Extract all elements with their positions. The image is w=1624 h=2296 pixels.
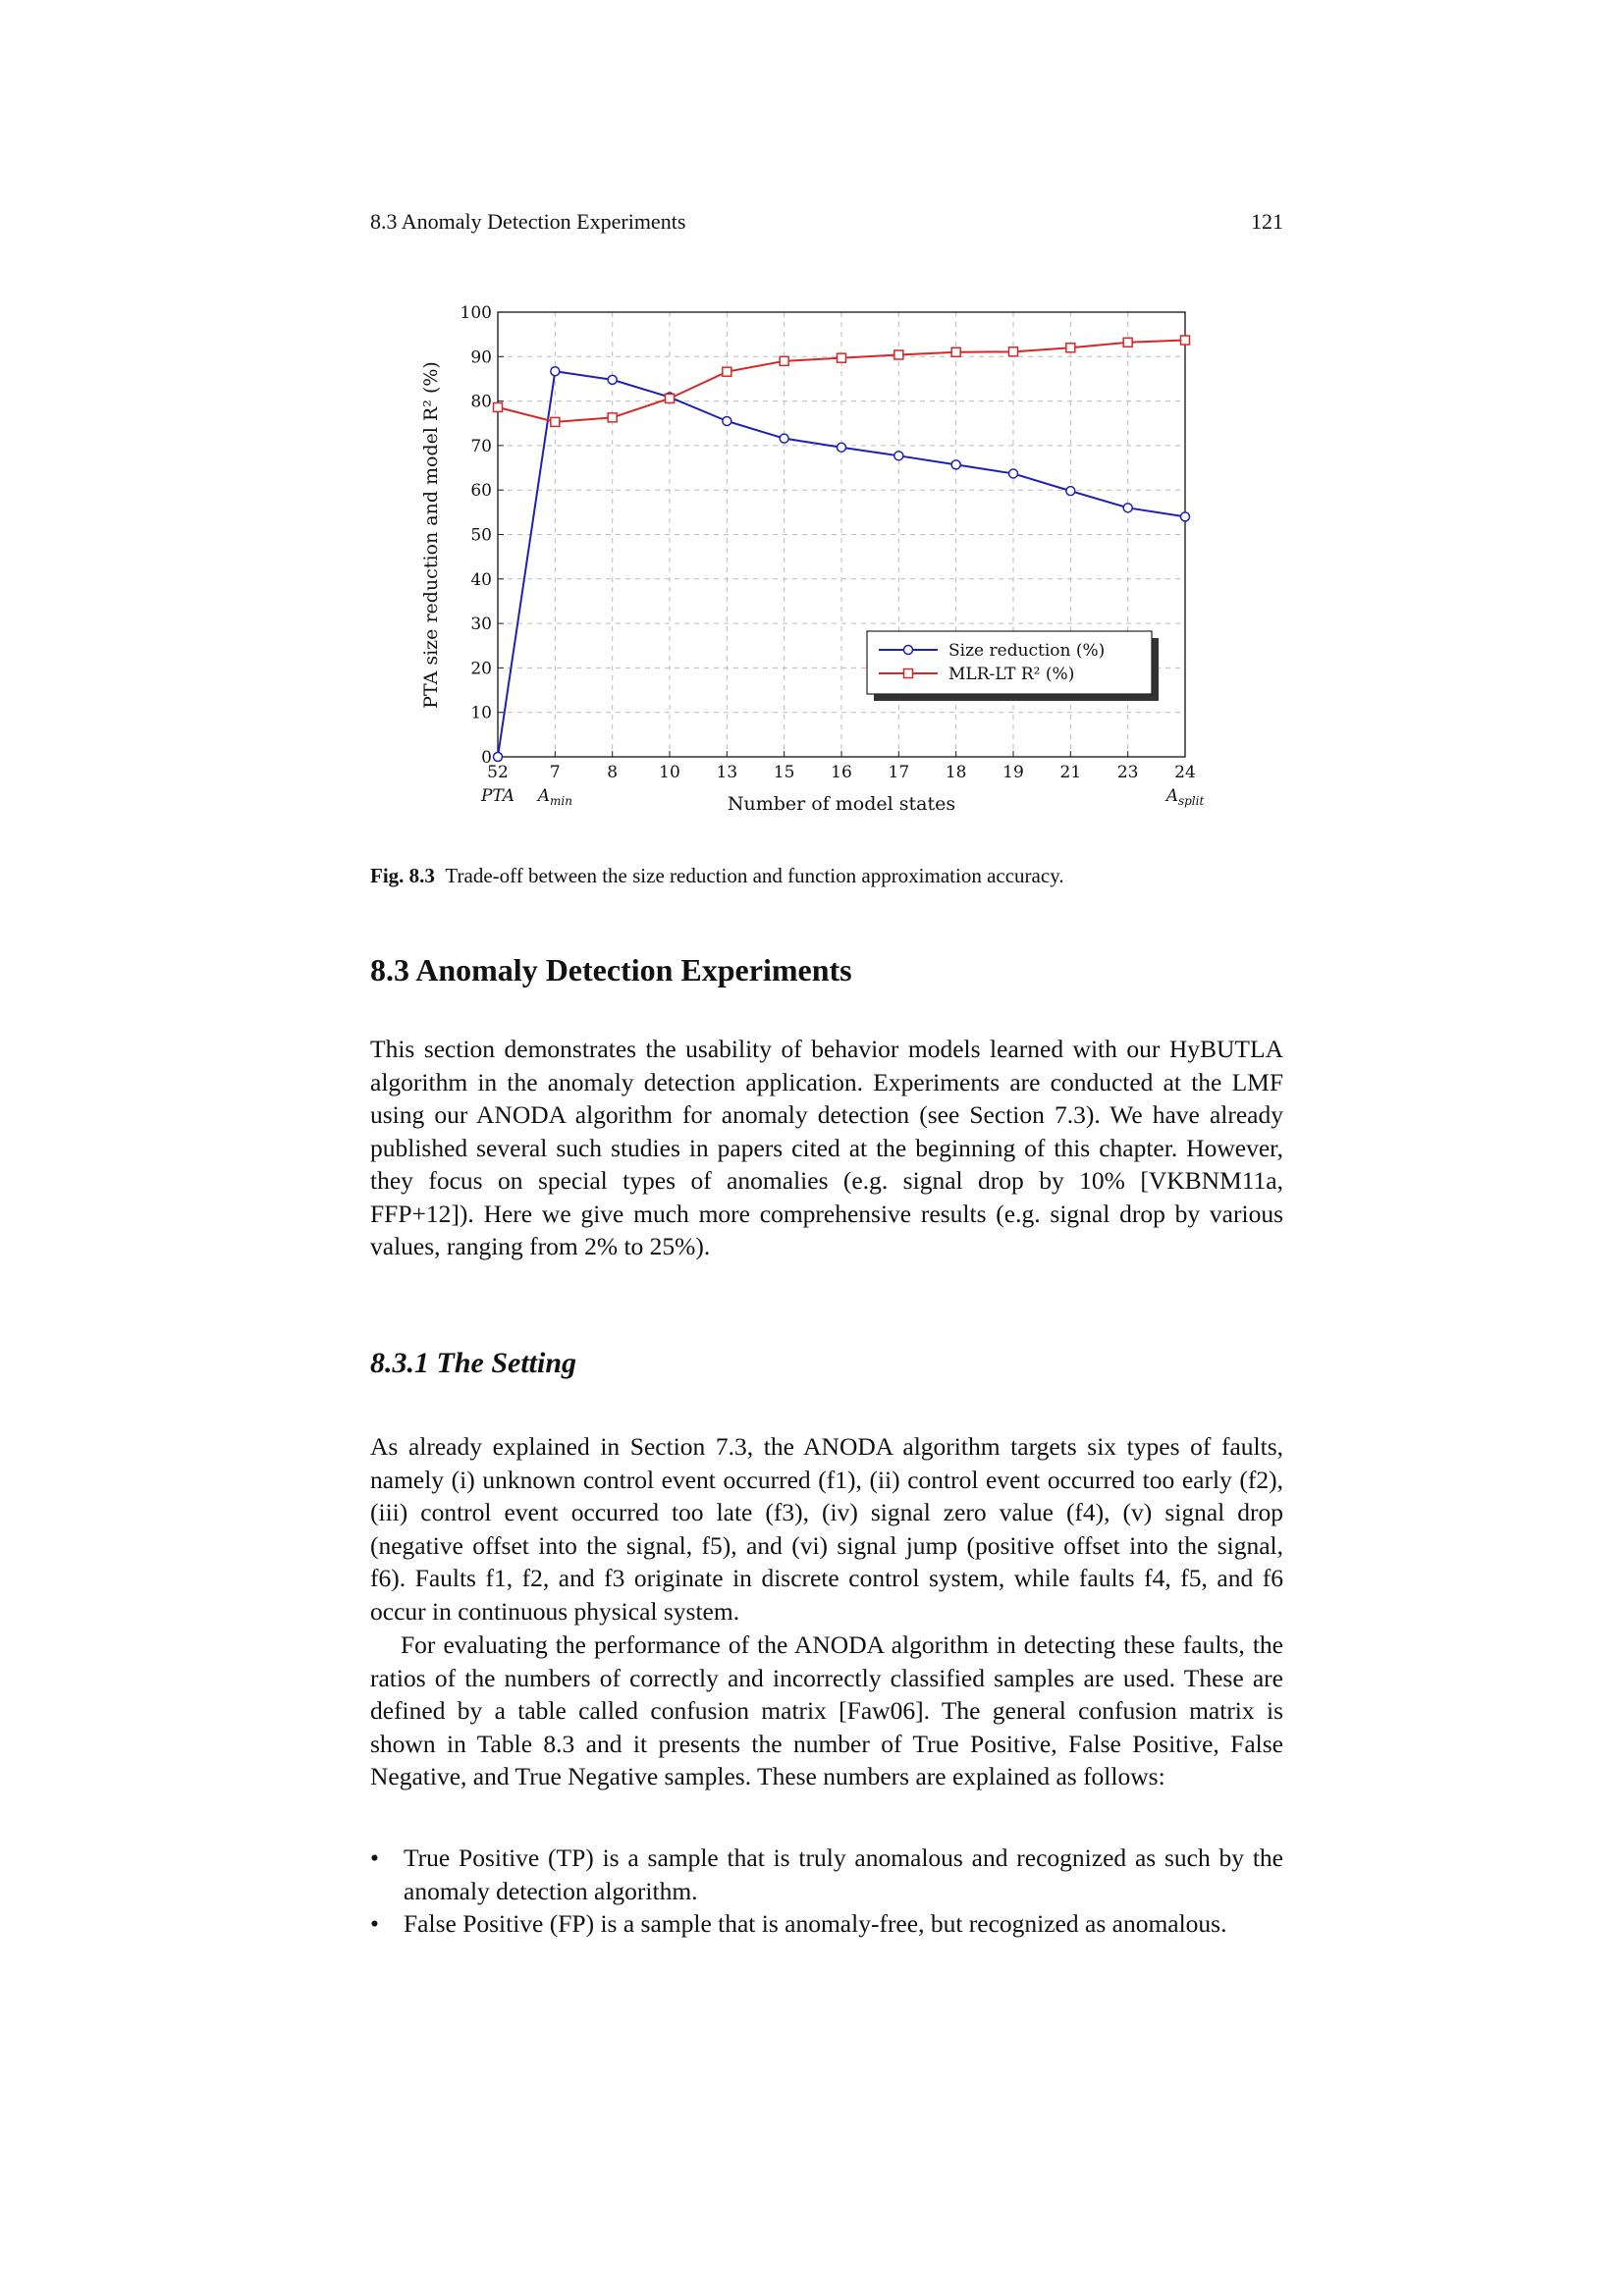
y-tick-label: 100 — [460, 303, 492, 323]
data-point — [894, 452, 903, 460]
data-point — [838, 443, 846, 452]
data-point — [494, 402, 503, 411]
page-number: 121 — [1251, 209, 1283, 234]
y-tick-label: 40 — [470, 569, 492, 590]
data-point — [780, 434, 788, 443]
data-point — [1123, 338, 1132, 347]
data-point — [723, 367, 731, 376]
y-tick-label: 80 — [470, 392, 492, 412]
figure-caption — [370, 864, 1283, 888]
line-chart — [407, 290, 1232, 820]
x-tick-label: 17 — [888, 763, 910, 782]
bullet-list — [370, 1842, 1283, 1941]
data-point — [666, 394, 675, 402]
data-point — [1181, 512, 1190, 521]
data-point — [1181, 336, 1190, 345]
data-point — [1009, 469, 1018, 478]
x-tick-sublabel: $A_{split}$ — [1165, 786, 1205, 808]
y-tick-label: 30 — [470, 614, 492, 635]
bullet-text: True Positive (TP) is a sample that is truly anomalous and recognized as such by the anomaly detection algorithm. — [404, 1843, 1283, 1905]
legend-label: MLR-LT R² (%) — [948, 665, 1075, 684]
y-tick-label: 60 — [470, 481, 492, 502]
x-tick-label: 13 — [716, 763, 738, 782]
x-tick-label: 15 — [773, 763, 795, 782]
figure-label: Fig. 8.3 — [370, 864, 435, 887]
data-point — [1123, 504, 1132, 512]
y-tick-label: 10 — [470, 703, 492, 723]
x-tick-label: 10 — [659, 763, 680, 782]
paragraph-confusion-matrix: For evaluating the performance of the ANODA algorithm in detecting these faults, the ratios of the numbers of correctly and incorrectly classified samples are used. These are defined by a table called confusion matrix [Faw06]. The general confusion matrix is shown in Table 8.3 and it presents the number of True Positive, False Positive, False Negative, and True Negative samples. These numbers are explained as follows: — [370, 1630, 1283, 1790]
data-point — [608, 375, 617, 384]
y-tick-label: 20 — [470, 659, 492, 679]
running-header — [370, 209, 1283, 239]
figure-caption-text: Trade-off between the size reduction and function approximation accuracy. — [445, 864, 1064, 887]
x-tick-label: 21 — [1059, 763, 1082, 782]
list-item: • False Positive (FP) is a sample that is anomaly-free, but recognized as anomalous. — [370, 1909, 1227, 1938]
x-tick-label: 8 — [607, 763, 619, 782]
section-body: This section demonstrates the usability of behavior models learned with our HyBUTLA algorithm in the anomaly detection application. Experiments are conducted at the LMF using our ANODA algorithm for anomaly detection (see Section 7.3). We have already published several such studies in papers cited at the beginning of this chapter. However, they focus on special types of anomalies (e.g. signal drop by 10% [VKBNM11a, FFP+12]). Here we give much more comprehensive results (e.g. signal drop by various values, ranging from 2% to 25%). — [370, 1035, 1283, 1260]
legend-label: Size reduction (%) — [948, 641, 1106, 661]
header-section-title: 8.3 Anomaly Detection Experiments — [370, 209, 686, 234]
data-point — [1066, 487, 1075, 496]
data-point — [894, 350, 903, 359]
data-point — [608, 413, 617, 422]
y-tick-label: 0 — [481, 748, 492, 768]
data-point — [1066, 344, 1075, 352]
data-point — [838, 353, 846, 362]
y-tick-label: 50 — [470, 525, 492, 546]
bullet-text: False Positive (FP) is a sample that is anomaly-free, but recognized as anomalous. — [404, 1909, 1227, 1938]
data-point — [780, 356, 788, 365]
x-tick-label: 24 — [1174, 763, 1196, 782]
x-tick-label: 52 — [487, 763, 509, 782]
chart-legend — [867, 631, 1159, 701]
y-tick-label: 90 — [470, 347, 492, 368]
data-point — [951, 347, 960, 356]
paragraph-faults: As already explained in Section 7.3, the ANODA algorithm targets six types of faults, namely (i) unknown control event occurred (f1), (ii) control event occurred too early (f2), (iii) control event occurred too late (f3), (iv) signal zero value (f4), (v) signal drop (negative offset into the signal, f5), and (vi) signal jump (positive offset into the signal, f6). Faults f1, f2, and f3 originate in discrete control system, while faults f4, f5, and f6 occur in continuous physical system. — [370, 1432, 1283, 1626]
x-tick-sublabel: PTA — [480, 786, 515, 806]
data-point — [951, 460, 960, 469]
list-item: • True Positive (TP) is a sample that is truly anomalous and recognized as such by the anomaly detection algorithm. — [370, 1843, 1283, 1905]
data-point — [551, 417, 560, 426]
x-tick-label: 16 — [831, 763, 852, 782]
x-tick-label: 23 — [1116, 763, 1139, 782]
data-point — [723, 416, 731, 425]
x-tick-label: 19 — [1002, 763, 1024, 782]
legend-marker — [904, 646, 913, 655]
section-title: 8.3 Anomaly Detection Experiments — [370, 952, 852, 988]
legend-marker — [904, 669, 913, 678]
subsection-title: 8.3.1 The Setting — [370, 1347, 577, 1379]
y-axis-label: PTA size reduction and model R² (%) — [420, 361, 442, 709]
data-point — [1009, 347, 1018, 356]
data-point — [551, 367, 560, 376]
x-tick-sublabel: $A_{min}$ — [537, 786, 572, 808]
data-point — [494, 753, 503, 762]
x-tick-label: 18 — [945, 763, 967, 782]
x-tick-label: 7 — [549, 763, 561, 782]
x-axis-label: Number of model states — [727, 793, 956, 815]
y-tick-label: 70 — [470, 436, 492, 456]
